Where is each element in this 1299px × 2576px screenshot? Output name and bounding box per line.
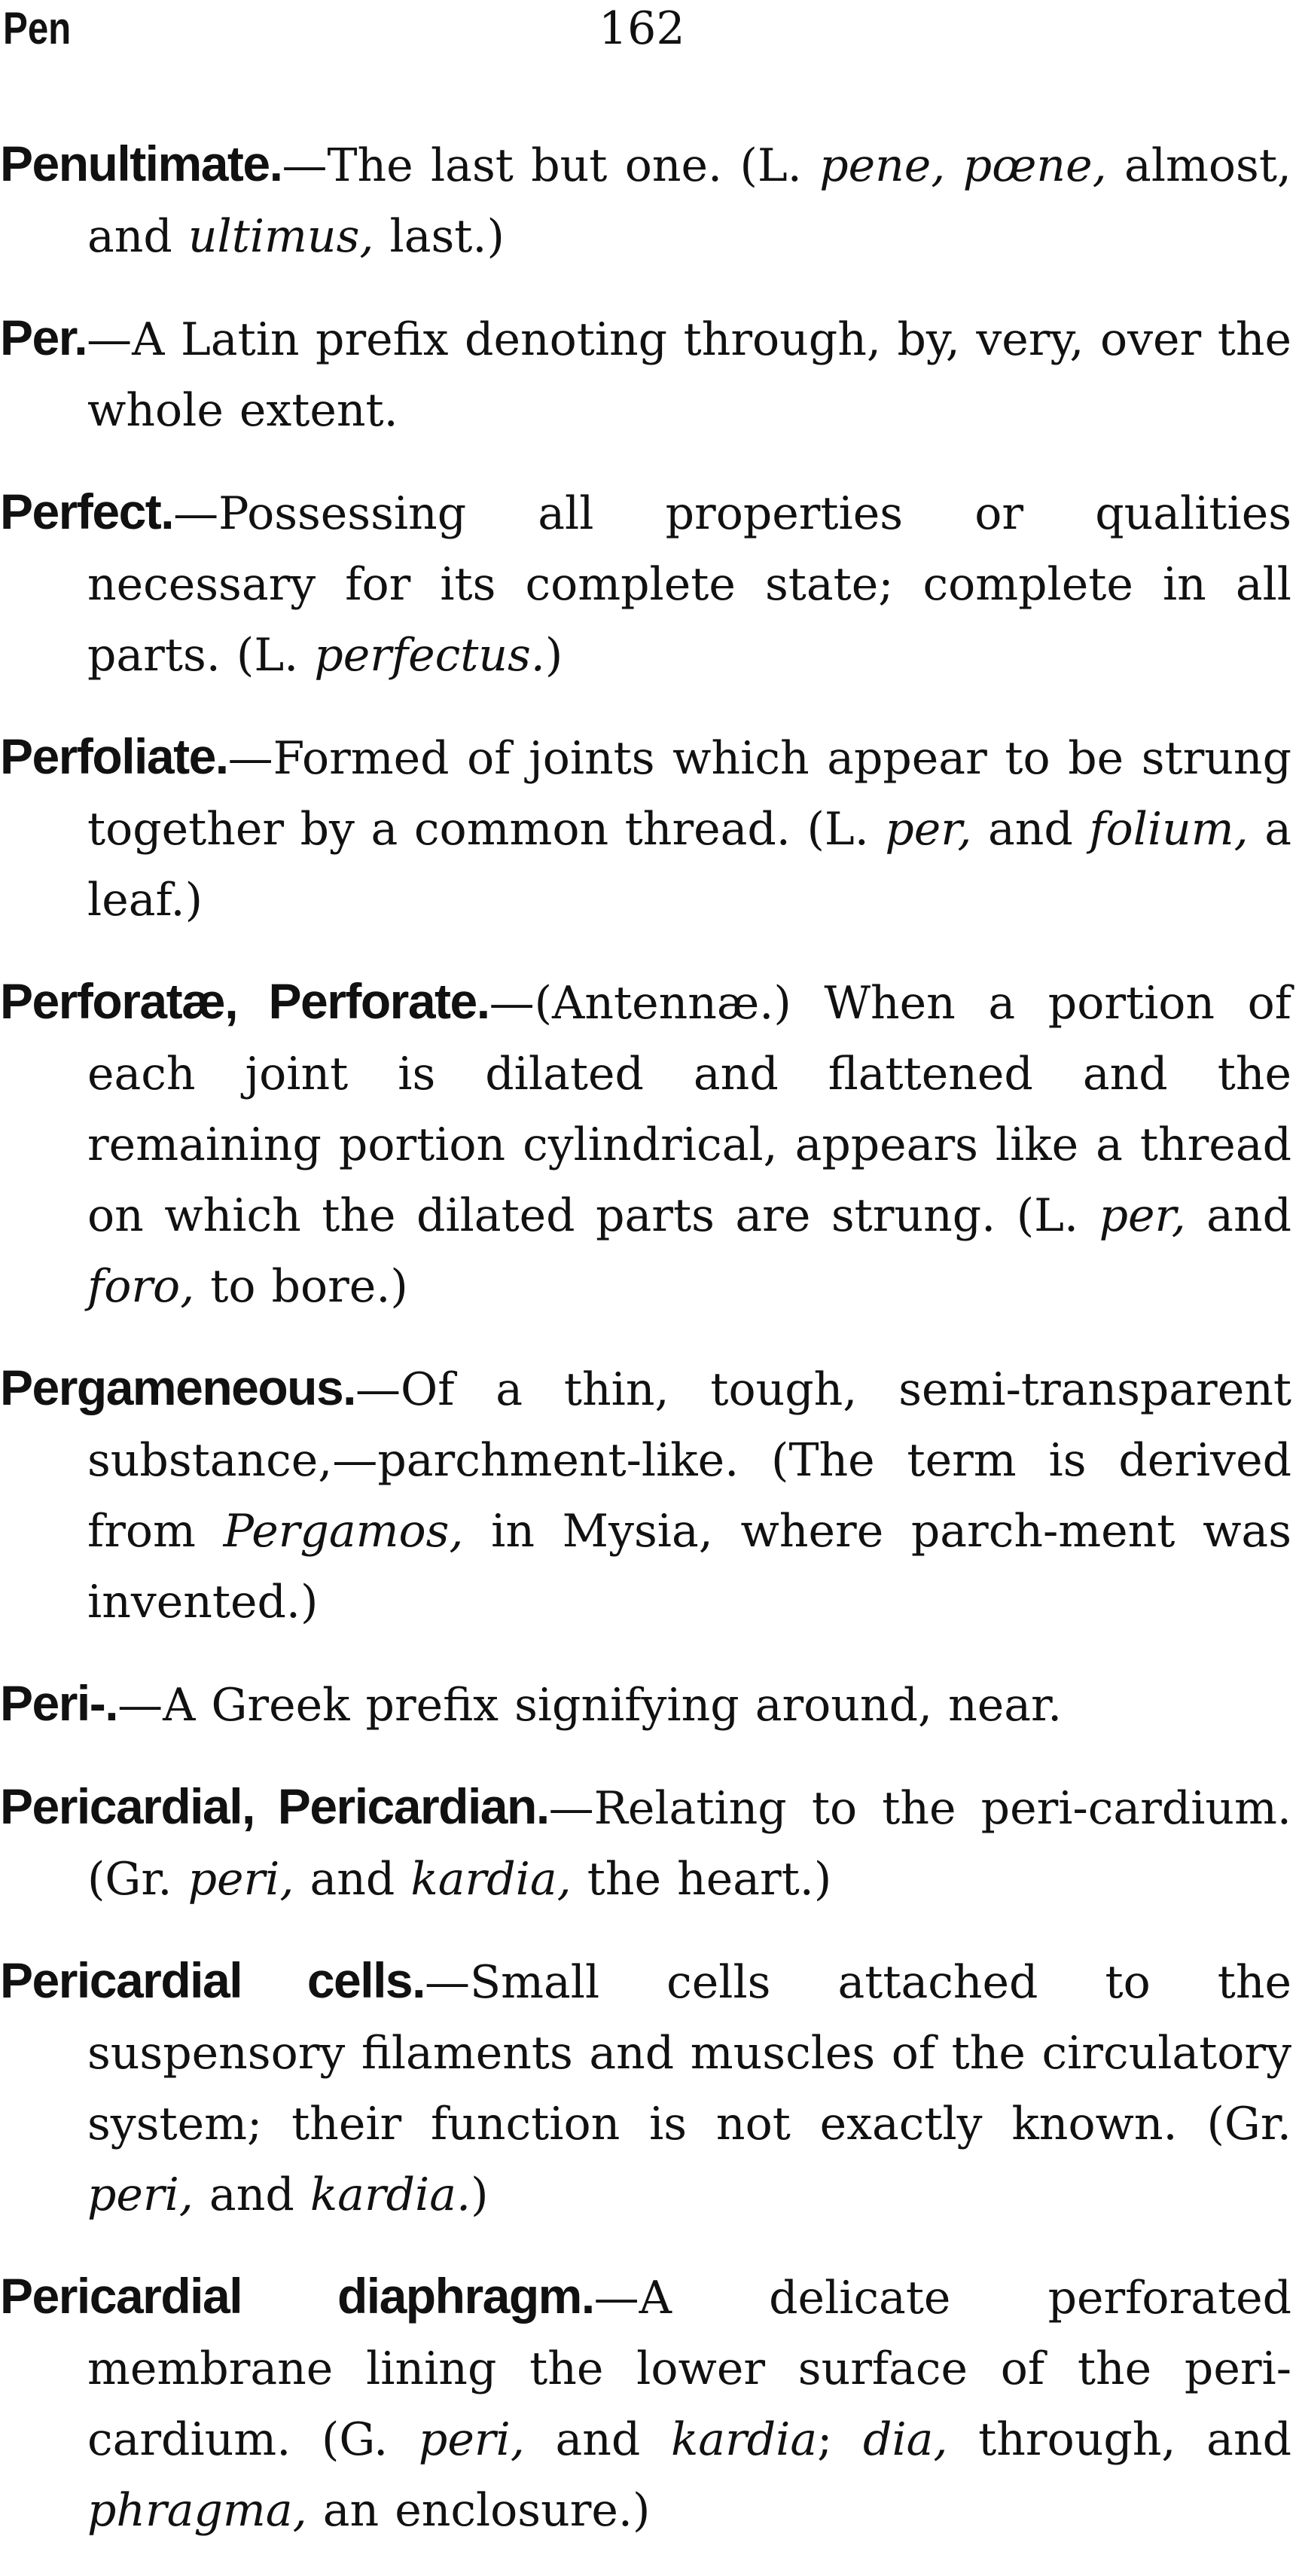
entry-definition: —Small cells attached to the suspensory filaments and muscles of the circulatory system; their function is not exactly known. (Gr. — [87, 1956, 1291, 2150]
entry-definition: in Mysia, where parch-ment was invented.) — [87, 1505, 1291, 1628]
entry-list — [0, 128, 1291, 2576]
entry-pericardial — [0, 1771, 1291, 1915]
entry-definition: the heart.) — [571, 1853, 832, 1906]
entry-definition: ) — [471, 2169, 489, 2221]
entry-etymon: kardia — [670, 2413, 818, 2466]
entry-pericardial-cells — [0, 1945, 1291, 2230]
entry-term: Penultimate. — [0, 136, 282, 191]
entry-definition: and — [524, 2413, 671, 2466]
entry-pericardial-diaphragm — [0, 2260, 1291, 2546]
entry-etymon: per, — [885, 803, 972, 856]
entry-perforate — [0, 966, 1291, 1322]
entry-definition: and — [294, 1853, 411, 1906]
entry-etymon: pene, pœne, — [819, 139, 1107, 192]
entry-peri — [0, 1668, 1291, 1741]
entry-perfect — [0, 476, 1291, 691]
entry-etymon: kardia, — [410, 1853, 572, 1906]
entry-definition: —A Latin prefix denoting through, by, very, over the whole extent. — [87, 313, 1291, 437]
page-number: 162 — [599, 2, 685, 55]
entry-term: Pericardial, Pericardian. — [0, 1778, 549, 1834]
entry-etymon: perfectus. — [314, 629, 545, 682]
entry-term: Pericardial cells. — [0, 1952, 425, 2008]
entry-definition: almost, and — [87, 139, 1292, 263]
entry-definition: —(Antennæ.) When a portion of each joint is dilated and flattened and the remaining portion cylindrical, appears like a thread on which the dilated parts are strung. (L. — [87, 977, 1292, 1242]
entry-etymon: per, — [1099, 1189, 1186, 1242]
guide-word: Pen — [3, 3, 72, 53]
entry-definition: a leaf.) — [87, 803, 1292, 926]
entry-pergameneous — [0, 1352, 1291, 1637]
entry-term: Per. — [0, 310, 87, 365]
entry-definition: —Possessing all properties or qualities necessary for its complete state; complete in all parts. (L. — [87, 487, 1291, 682]
entry-etymon: Pergamos, — [223, 1505, 464, 1558]
entry-etymon: kardia. — [310, 2169, 471, 2221]
entry-term: Pergameneous. — [0, 1360, 356, 1415]
entry-term: Perfoliate. — [0, 728, 228, 784]
entry-definition: ; — [817, 2413, 864, 2466]
entry-definition: —Of a thin, tough, semi-transparent substance,—parchment-like. (The term is derived from — [87, 1363, 1291, 1558]
entry-definition: and — [193, 2169, 310, 2221]
entry-etymon: peri, — [188, 1853, 294, 1906]
entry-definition: ) — [544, 629, 563, 682]
entry-definition: through, and — [947, 2413, 1292, 2466]
entry-etymon: peri, — [418, 2413, 525, 2466]
entry-definition: —The last but one. (L. — [282, 139, 820, 192]
entry-definition: —Relating to the peri-cardium. (Gr. — [87, 1782, 1291, 1906]
entry-definition: and — [1185, 1189, 1291, 1242]
entry-term: Perforatæ, Perforate. — [0, 973, 489, 1029]
running-head — [0, 0, 1299, 68]
entry-per — [0, 302, 1291, 446]
entry-etymon: dia, — [863, 2413, 948, 2466]
entry-penultimate — [0, 128, 1291, 272]
entry-definition: —A Greek prefix signifying around, near. — [117, 1679, 1063, 1732]
entry-etymon: foro, — [87, 1260, 195, 1313]
entry-term: Perfect. — [0, 484, 174, 539]
entry-definition: —A delicate perforated membrane lining the lower surface of the peri-cardium. (G. — [87, 2272, 1291, 2466]
entry-definition: an enclosure.) — [306, 2484, 651, 2537]
entry-definition: —Formed of joints which appear to be strung together by a common thread. (L. — [87, 732, 1291, 856]
entry-definition: and — [971, 803, 1090, 856]
entry-definition: to bore.) — [194, 1260, 408, 1313]
entry-perfoliate — [0, 721, 1291, 935]
entry-term: Peri-. — [0, 1675, 118, 1731]
entry-term: Pericardial diaphragm. — [0, 2268, 594, 2324]
entry-etymon: ultimus, — [188, 210, 374, 263]
entry-etymon: folium, — [1089, 803, 1249, 856]
entry-definition: last.) — [374, 210, 505, 263]
entry-etymon: phragma, — [87, 2484, 307, 2537]
entry-etymon: peri, — [87, 2169, 194, 2221]
